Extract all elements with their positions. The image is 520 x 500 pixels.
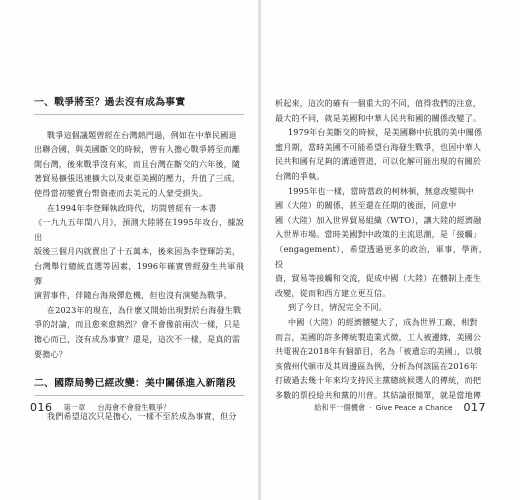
paragraph: 到了今日，情況完全不同。 bbox=[287, 302, 387, 313]
paragraph: 1979年台美斷交的時候，是美國聯中抗俄的美中關係 蜜月期，當時美國不可能希望台海發生戰爭，也因中華人 民共和國有足夠的溝通管道，可以化解可能出現的有關於 台灣的爭執。 bbox=[275, 127, 483, 181]
section-heading-2: 二、國際局勢已經改變：美中關係進入新階段 bbox=[34, 377, 244, 396]
page-number: 017 bbox=[463, 401, 486, 414]
right-page-footer bbox=[314, 401, 486, 414]
section-heading-1: 一、戰爭將至？過去沒有成為事實 bbox=[34, 96, 244, 115]
paragraph: 析起來，這次的確有一個重大的不同，值得我們的注意， 最大的不同，就是美國和中華人民共和國的關係改變了。 bbox=[275, 98, 482, 123]
book-subtitle: Give Peace a Chance bbox=[375, 403, 453, 412]
paragraph: 在1994年李登輝執政時代，坊間曾經有一本書 《一九九五年閏八月》，預測大陸將在1995年攻台，據說出 版後三個月內就賣出了十五萬本，後來因為李登輝訪美， 台灣舉行總統直選等因素，1996年確實曾經發生共軍飛彈 演習事件，伴隨台海飛彈危機，但也沒有演變為戰爭。 bbox=[34, 202, 244, 301]
paragraph: 我們希望這次只是擔心，一樣不至於成為事實，但分 bbox=[46, 410, 237, 421]
page-number: 016 bbox=[30, 401, 53, 414]
left-page-footer bbox=[30, 401, 170, 414]
paragraph: 戰爭這個議題曾經在台灣熱門過，例如在中華民國退 出聯合國，與美國斷交的時候，曾有人擔心戰爭將至而離 開台灣，後來戰爭沒有來，而且台灣在斷交的六年後，隨 著貿易擴張迅速擴大以及東亞美國的壓力，升值了三成， 使得當初變賣台幣資產而去美元的人蒙受損失。 bbox=[34, 129, 241, 198]
paragraph: 中國（大陸）的經濟體變大了，成為世界工廠，相對 而言，美國的許多傳統製造業式微，工人被邊緣，美國公 共電視在2018年有個節目，名為「被遺忘的美國」，以俄 亥俄州代頓市及其周邊區為例，分析為何該區在2016年 打破過去幾十年來均支持民主黨總統候選人的傳統，而把 多數的票投給共和黨的川普。其結論很簡單，就是當地傳 bbox=[275, 316, 482, 400]
right-page-content bbox=[275, 96, 487, 402]
right-page bbox=[261, 0, 520, 500]
paragraph: 在2023年的現在，為什麼又開始出現對於台海發生戰 爭的討論，而且愈來愈熱烈？會不會像前兩次一樣，只是 擔心而已，沒有成為事實？還是，這次不一樣，是真的需 要擔心？ bbox=[34, 304, 242, 359]
title-separator: · bbox=[369, 403, 372, 412]
left-page-content bbox=[34, 96, 244, 423]
left-page bbox=[0, 0, 259, 500]
book-title: 給和平一個機會 bbox=[314, 402, 366, 412]
paragraph: 1995年也一樣，當時當政的柯林頓，無意改變與中 國（大陸）的關係，甚至還在任期的後面，同意中 國（大陸）加入世界貿易組織（WTO），讓大陸的經濟融 入世界市場。當時美國對中政策的主流思潮，是「接觸」 （engagement），希望透過更多的政治，軍事，學術，投 資，貿易等接觸和交流，促成中國（大陸）在體制上產生 改變，從而和西方建立更互信。 bbox=[275, 185, 487, 298]
chapter-title: 台海會不會發生戰爭？ bbox=[97, 402, 171, 412]
chapter-label: 第一章 bbox=[63, 402, 86, 412]
